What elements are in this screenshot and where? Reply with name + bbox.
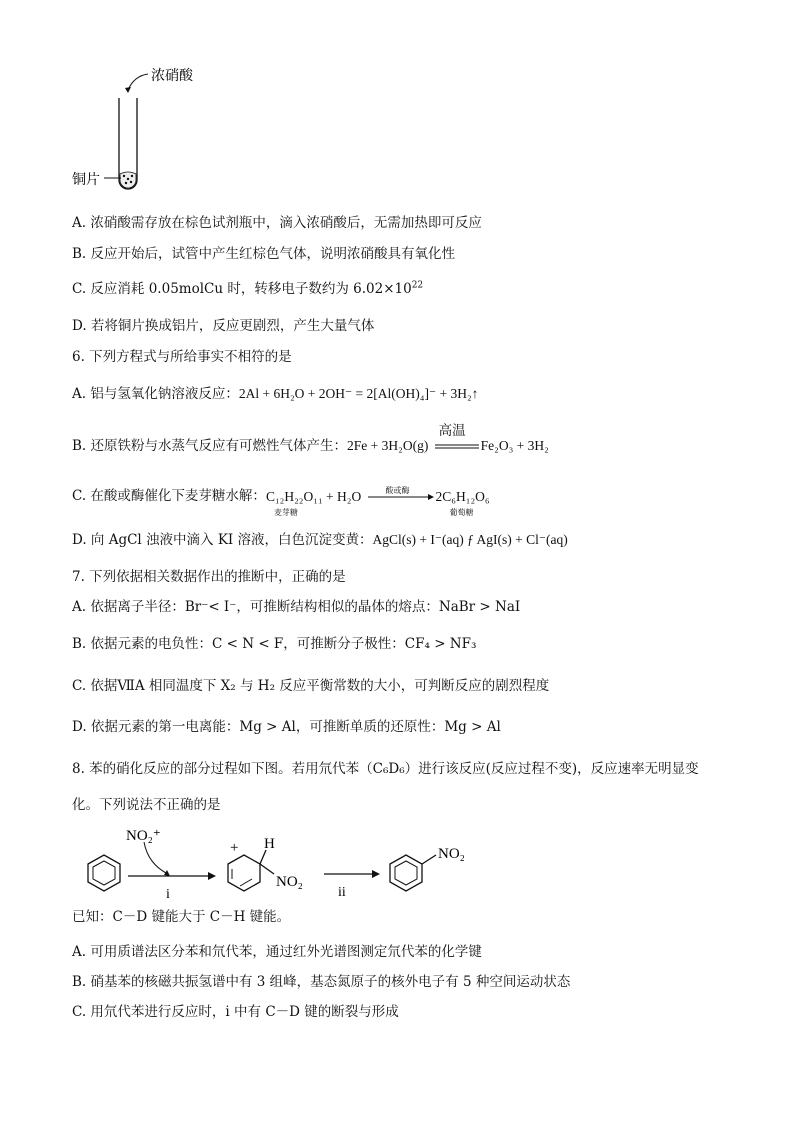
q6-option-d-text: D. 向 AgCl 浊液中滴入 KI 溶液，白色沉淀变黄： <box>72 532 373 548</box>
benzene-ring <box>88 855 120 891</box>
q6-option-c-right: 2C₆H₁₂O₆ <box>435 488 490 504</box>
q6-option-a <box>72 385 478 403</box>
intermediate-h: H <box>264 836 275 852</box>
q6-option-d-equation: AgCl(s) + I⁻(aq) ƒ AgI(s) + Cl⁻(aq) <box>372 532 568 547</box>
product-no2: NO₂ <box>438 846 465 862</box>
step-i-label: i <box>166 887 170 902</box>
reagent-label: 浓硝酸 <box>151 68 193 84</box>
q6-option-b-left: 2Fe + 3H₂O(g) <box>347 438 429 453</box>
q6-option-c-under-left: 麦芽糖 <box>273 507 298 517</box>
q6-option-b-right: Fe₂O₃ + 3H₂ <box>480 438 549 453</box>
q8-stem-line2: 化。下列说法不正确的是 <box>72 797 221 813</box>
intermediate-plus: + <box>230 840 239 856</box>
q6-option-b-condition-arrow <box>433 422 481 456</box>
q6-option-c-condition-arrow <box>366 485 436 506</box>
q5-option-d: D. 若将铜片换成铝片，反应更剧烈，产生大量气体 <box>72 318 375 334</box>
nitrobenzene <box>390 855 436 891</box>
q8-option-c: C. 用氘代苯进行反应时，i 中有 C－D 键的断裂与形成 <box>72 1004 399 1020</box>
q5-option-c-text: C. 反应消耗 0.05molCu 时，转移电子数约为 6.02×10 <box>72 281 412 297</box>
q6-option-c <box>72 485 490 517</box>
test-tube-figure <box>72 62 232 202</box>
q6-option-b-text: B. 还原铁粉与水蒸气反应有可燃性气体产生： <box>72 438 348 454</box>
reagent-no2-plus: NO₂⁺ <box>126 828 161 844</box>
copper-pieces <box>120 172 136 188</box>
q6-option-a-equation: 2Al + 6H₂O + 2OH⁻ = 2[Al(OH)₄]⁻ + 3H₂↑ <box>238 386 479 401</box>
q5-option-b: B. 反应开始后，试管中产生红棕色气体，说明浓硝酸具有氧化性 <box>72 246 456 262</box>
q7-option-a: A. 依据离子半径：Br⁻< I⁻，可推断结构相似的晶体的熔点：NaBr > NaI <box>72 599 521 615</box>
intermediate-no2: NO₂ <box>276 874 303 890</box>
nitration-mechanism-diagram <box>68 812 508 904</box>
q8-stem-line1: 8. 苯的硝化反应的部分过程如下图。若用氘代苯（C₆D₆）进行该反应(反应过程不变)，反应速率无明显变 <box>72 761 699 777</box>
metal-label: 铜片 <box>72 172 100 188</box>
q6-option-c-text: C. 在酸或酶催化下麦芽糖水解： <box>72 488 266 504</box>
q6-option-b <box>72 422 549 456</box>
q6-option-a-text: A. 铝与氢氧化钠溶液反应： <box>72 386 239 402</box>
q6-option-d <box>72 531 568 549</box>
q7-option-d: D. 依据元素的第一电离能：Mg > Al，可推断单质的还原性：Mg > Al <box>72 719 501 735</box>
reagent-arrow <box>128 74 148 90</box>
step-ii-label: ii <box>338 885 346 900</box>
q6-option-c-left: C₁₂H₂₂O₁₁ + H₂O <box>265 488 362 504</box>
q6-option-c-condition: 酸或酶 <box>385 485 410 495</box>
q7-option-b: B. 依据元素的电负性：C < N < F，可推断分子极性：CF₄ > NF₃ <box>72 636 477 652</box>
q5-option-c-exponent: 22 <box>411 280 424 291</box>
q7-option-c: C. 依据ⅦA 相同温度下 X₂ 与 H₂ 反应平衡常数的大小，可判断反应的剧烈程度 <box>72 678 550 694</box>
q5-option-a: A. 浓硝酸需存放在棕色试剂瓶中，滴入浓硝酸后，无需加热即可反应 <box>72 215 482 231</box>
q6-option-c-under-right: 葡萄糖 <box>449 507 474 517</box>
q6-stem: 6. 下列方程式与所给事实不相符的是 <box>72 349 292 365</box>
q6-option-b-condition: 高温 <box>438 422 466 439</box>
q8-option-b: B. 硝基苯的核磁共振氢谱中有 3 组峰，基态氮原子的核外电子有 5 种空间运动状态 <box>72 974 571 990</box>
q8-option-a: A. 可用质谱法区分苯和氘代苯，通过红外光谱图测定氘代苯的化学键 <box>72 944 482 960</box>
q7-stem: 7. 下列依据相关数据作出的推断中，正确的是 <box>72 569 346 585</box>
sigma-complex <box>228 850 274 891</box>
attack-arrow <box>144 842 168 874</box>
q8-known: 已知：C－D 键能大于 C－H 键能。 <box>72 909 291 925</box>
q5-option-c <box>72 280 423 298</box>
